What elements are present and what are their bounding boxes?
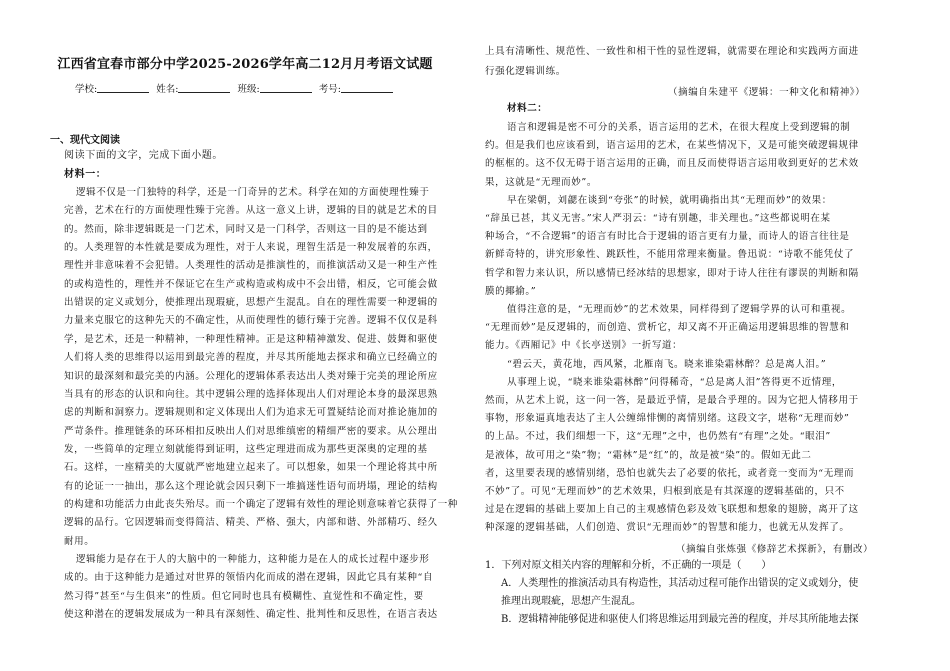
source-citation: （摘编自朱建平《逻辑：一种文化和精神》） [668,87,866,98]
material2-line: 者，这里要表现的感情别绪，恐怕也就失去了必要的依托，或者竟一变而为“无理而 [485,468,855,479]
material1-line: 的。然而，除非逻辑既是一门艺术，同时又是一门科学，否则这一目的是不能达到 [64,224,428,235]
material2-line: 新鲜奇特的，讲究形象性、跳跃性，不能用常理来衡量。鲁迅说：“诗歌不能凭仗了 [485,249,855,260]
material2-label: 材料二： [507,103,548,114]
material2-line: 种深邃的逻辑基础，人们创造、赏识“无理而妙”的智慧和能力，也就无从发挥了。 [485,522,850,533]
material2-line: 的上品。不过，我们细想一下，这“无理”之中，也仍然有“有理”之处。“眼泪” [485,431,831,442]
material1-line: 逻辑能力是存在于人的大脑中的一种能力，这种能力是在人的成长过程中逐步形 [76,554,430,565]
number-field[interactable] [341,83,393,93]
material2-line: 是液体，故可用之“染”物；“霜林”是“红”的，故是被“染”的。假如无此二 [485,450,812,461]
material2-line: 值得注意的是，“无理而妙”的艺术效果，同样得到了逻辑学界的认可和重视。 [507,304,852,315]
material2-line: “碧云天，黄花地，西风紧，北雁南飞。晓来谁染霜林醉？总是离人泪。” [507,359,827,370]
material1-line: 的构建和功能活力由此丧失殆尽。而一个确定了逻辑有效性的理论则意味着它获得了一种 [64,499,458,510]
material2-line: 语言和逻辑是密不可分的关系，语言运用的艺术，在很大程度上受到逻辑的制 [507,122,851,133]
material2-line: 哲学和智力来认识，所以感情已经冰结的思想家，即对于诗人往往有谬误的判断和隔 [485,268,859,279]
school-label: 学校: [75,84,98,95]
material2-line: 的框框的。这不仅无碍于语言运用的正确，而且反而使得语言运用收到更好的艺术效 [485,158,859,169]
material1-line: 逻辑的品行。它因逻辑而变得简洁、精美、严格、强大，内部和谐、外部精巧、经久 [64,517,438,528]
material1-line: 当具有的形态的认识和向往。其中逻辑公理的选择体现出人们对理论本身的最深思熟 [64,389,438,400]
number-label: 考号: [318,84,341,95]
material1-line: 逻辑不仅是一门独特的科学，还是一门奇异的艺术。科学在知的方面使理性臻于 [76,187,430,198]
material1-line: 有的论证一一抽出，那么这个理论就会因只剩下一堆搞迷性语句而坍塌，理论的结构 [64,481,438,492]
material1-line: 学，是艺术，还是一种精神，一种理性精神。正是这种精神激发、促进、鼓舞和驱使 [64,334,438,345]
material2-line: 能力。《西厢记》中《长亭送别》一折写道： [485,340,683,351]
material2-line: 不妙”了。可见“无理而妙”的艺术效果，归根到底是有其深邃的逻辑基础的，只不 [485,486,845,497]
material1-line: 严苛条件。推理链条的环环相扣反映出人们对思维缜密的精细严密的要求。从公理出 [64,426,438,437]
material1-line: 然习得”甚至“与生俱来”的性质。但它同时也具有模糊性、直觉性和不确定性，要 [64,591,424,602]
material1-line: 人们将人类的思维得以运用到最完善的程度，并尽其所能地去探求和确立已经确立的 [64,352,438,363]
section-heading: 一、现代文阅读 [50,135,120,146]
material2-line: 果，这就是“无理而妙”。 [485,177,597,188]
material2-line: 事物，形象逼真地表达了主人公缠绵悱恻的离情别绪。这段文字，堪称“无理而妙” [485,413,850,424]
material2-line: “辞虽已甚，其义无害。”宋人严羽云：“诗有别趣，非关理也。”这些都说明在某 [485,213,831,224]
material1-label: 材料一： [64,169,107,180]
class-label: 班级: [237,84,260,95]
material1-line: 行强化逻辑训练。 [485,66,566,77]
material2-line: 过是在逻辑的基础上要加上自己的主观感情色彩及效飞联想和想象的翅膀，离开了这 [485,504,859,515]
material1-line: 出错误的定义或划分，使推理出现瑕疵，思想产生混乱。自在的理性需要一种逻辑的 [64,297,438,308]
material1-line: 使这种潜在的逻辑发展成为一种具有深刻性、确定性、批判性和反思性，在语言表达 [64,609,438,620]
material1-line: 虑的判断和洞察力。逻辑规则和定义体现出人们为追求无可置疑结论而对推论施加的 [64,407,438,418]
material1-line: 耐用。 [64,536,95,547]
material1-line: 成的。由于这种能力是通过对世界的领悟内化而成的潜在逻辑，因此它具有某种“自 [64,572,434,583]
name-label: 姓名: [156,84,179,95]
material1-line: 力量来克服它的这种先天的不确定性，从而使理性的德行臻于完善。逻辑不仅仅是科 [64,315,438,326]
instruction-text: 阅读下面的文字，完成下面小题。 [64,150,223,161]
material1-line: 的或构造性的，理性并不保证它在生产或构造或构成中不会出错，相反，它可能会做 [64,279,438,290]
material2-line: 从事理上说，“晓来谁染霜林醉”问得稀奇，“总是离人泪”答得更不近情理， [507,377,842,388]
option-a: 推理出现瑕疵，思想产生混乱。 [501,596,641,607]
material2-line: 早在梁朝，刘勰在谈到“夸张”的时候，就明确指出其“无理而妙”的效果： [507,195,832,206]
exam-title: 江西省宜春市部分中学2025-2026学年高二12月月考语文试题 [57,57,433,72]
material2-line: 然而，从艺术上说，这一问一答，是最近乎情，是最合乎理的。因为它把人情移用于 [485,395,859,406]
material1-line: 理性并非意味着不会犯错。人类理性的活动是推演性的，而推演活动又是一种生产性 [64,260,438,271]
material2-line: “无理而妙”是反逻辑的，而创造、赏析它，却又离不开正确运用逻辑思维的智慧和 [485,322,850,333]
source-citation: （摘编自张炼强《修辞艺术探新》，有删改） [676,544,874,555]
material2-line: 膜的揶揄。” [485,286,537,297]
question-1: 1．下列对原文相关内容的理解和分析，不正确的一项是（ ） [485,560,772,571]
student-info-line [0,81,472,95]
material1-line: 石。这样，一座精美的大厦就严密地建立起来了。可以想象，如果一个理论将其中所 [64,462,438,473]
material2-line: 种场合，“不合逻辑”的语言有时比合于逻辑的语言更有力量，而诗人的语言往往是 [485,231,850,242]
material1-line: 发，一些简单的定理立刻就能得到证明，这些定理进而成为那些更深奥的定理的基 [64,444,428,455]
material1-line: 知识的最深刻和最完美的内涵。公理化的逻辑体系表达出人类对臻于完美的理论所应 [64,371,438,382]
school-field[interactable] [97,83,149,93]
name-field[interactable] [178,83,230,93]
material1-line: 上具有清晰性、规范性、一致性和相干性的显性逻辑，就需要在理论和实践两方面进 [485,46,859,57]
option-a: A．人类理性的推演活动具有构造性，其活动过程可能作出错误的定义或划分，使 [501,578,859,589]
material2-line: 约。但是我们也应该看到，语言运用的艺术，在某些情况下，又是可能突破逻辑规律 [485,140,859,151]
material1-line: 完善，艺术在行的方面使理性臻于完善。从这一意义上讲，逻辑的目的就是艺术的目 [64,205,438,216]
option-b: B．逻辑精神能够促进和驱使人们将思维运用到最完善的程度，并尽其所能地去探 [501,614,859,625]
material1-line: 的。人类理智的本性就是要成为理性，对于人来说，理智生活是一种发展着的东西， [64,242,438,253]
class-field[interactable] [260,83,312,93]
